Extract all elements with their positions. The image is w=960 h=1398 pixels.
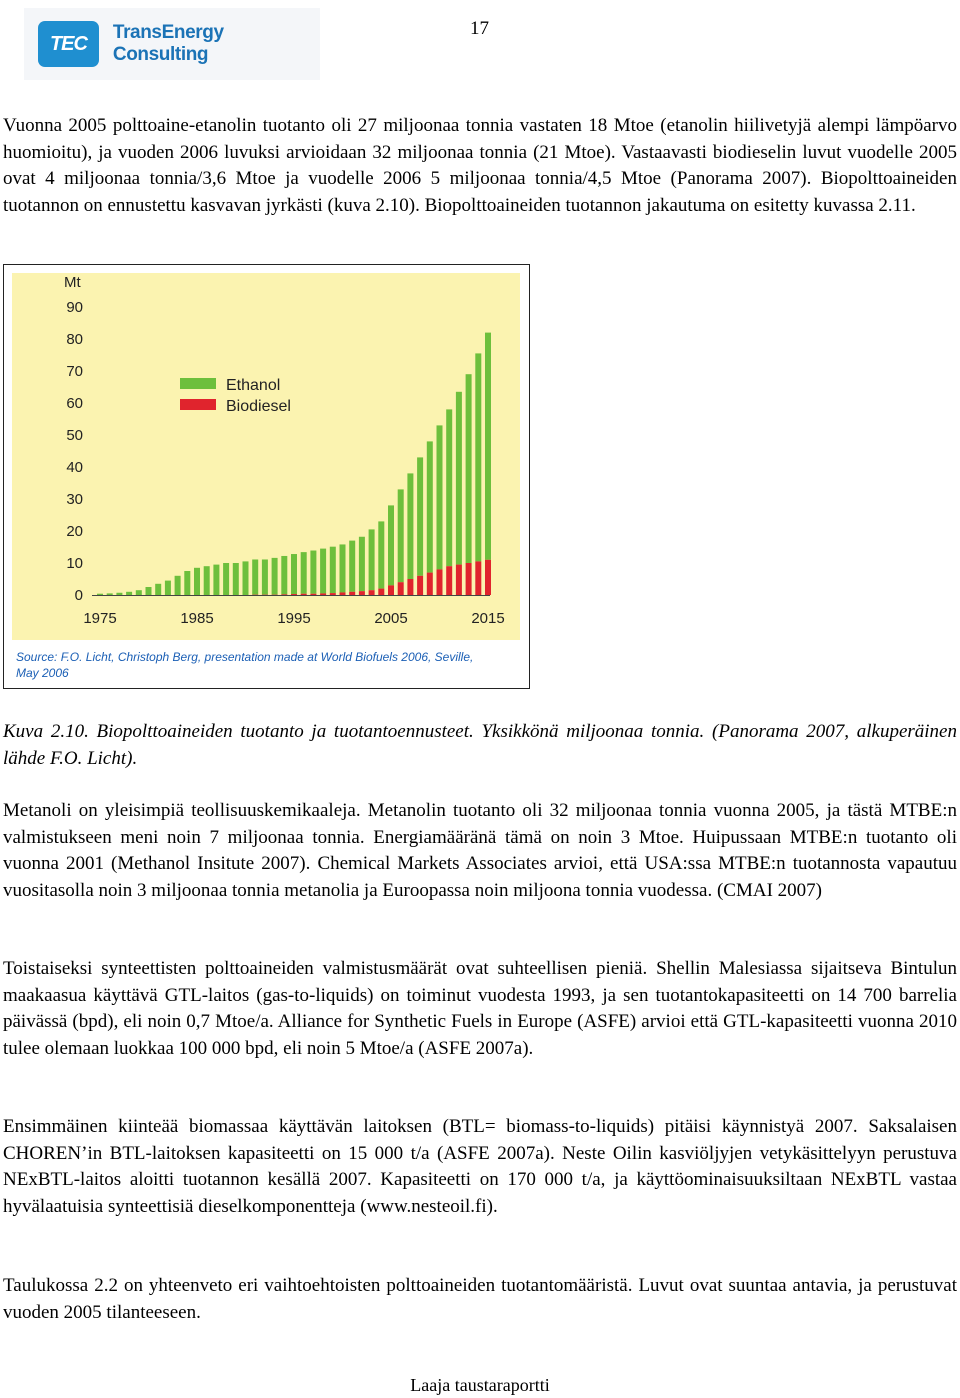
bar-ethanol	[320, 549, 326, 594]
bar-biodiesel	[310, 594, 316, 595]
bar-biodiesel	[446, 566, 452, 595]
bar-ethanol	[310, 551, 316, 594]
x-tick-label: 2005	[374, 610, 408, 627]
bar-biodiesel	[407, 579, 413, 595]
bar-ethanol	[466, 374, 472, 563]
y-tick-label: 50	[66, 427, 83, 444]
chart-source-note: Source: F.O. Licht, Christoph Berg, presentation made at World Biofuels 2006, Seville, May 2006	[16, 650, 474, 680]
bar-biodiesel	[475, 561, 481, 595]
bar-ethanol	[97, 594, 103, 595]
biofuel-chart	[3, 264, 530, 689]
legend-swatch-ethanol	[180, 378, 216, 389]
bar-ethanol	[175, 576, 181, 595]
y-tick-label: 60	[66, 395, 83, 412]
bar-ethanol	[184, 571, 190, 595]
bar-ethanol	[243, 561, 249, 595]
bar-biodiesel	[456, 565, 462, 595]
paragraph-intro: Vuonna 2005 polttoaine-etanolin tuotanto oli 27 miljoonaa tonnia vastaten 18 Mtoe (etanolin hiilivetyjä alempi lämpöarvo huomioitu), ja vuoden 2006 luvuksi arvioidaan 32 miljoonaa tonnia (21 Mtoe). Vastaavasti biodieselin luvut vuodelle 2005 ovat 4 miljoonaa tonnia/3,6 Mtoe ja vuodelle 2006 5 miljoonaa tonnia/4,5 Mtoe (Panorama 2007). Biopolttoaineiden tuotannon on ennustettu kasvavan jyrkästi (kuva 2.10). Biopolttoaineiden tuotannon jakautuma on esitetty kuvassa 2.11.	[3, 115, 957, 216]
bar-ethanol	[252, 559, 258, 594]
bar-biodiesel	[291, 594, 297, 595]
bar-ethanol	[340, 544, 346, 592]
x-tick-label: 1985	[180, 610, 214, 627]
bar-ethanol	[437, 425, 443, 569]
bar-ethanol	[223, 563, 229, 595]
paragraph-table-reference: Taulukossa 2.2 on yhteenveto eri vaihtoehtoisten polttoaineiden tuotantomääristä. Luvut ovat suuntaa antavia, ja perustuvat vuoden 2005 tilanteeseen.	[3, 1275, 957, 1323]
bar-biodiesel	[388, 585, 394, 595]
figure-caption: Kuva 2.10. Biopolttoaineiden tuotanto ja tuotantoennusteet. Yksikkönä miljoonaa tonnia. (Panorama 2007, alkuperäinen lähde F.O. Licht).	[3, 721, 957, 769]
paragraph-synthetic-fuels: Toistaiseksi synteettisten polttoaineiden valmistusmäärät ovat suhteellisen pieniä. Shellin Malesiassa sijaitseva Bintulun maakaasua käyttävä GTL-laitos (gas-to-liquids) on toiminut vuodesta 1993, ja sen tuotantokapasiteetti on 14 700 barrelia päivässä (bpd), eli noin 0,7 Mtoe/a. Alliance for Synthetic Fuels in Europe (ASFE) arvioi että GTL-kapasiteetti vuonna 2010 tulee olemaan luokkaa 100 000 bpd, eli noin 5 Mtoe/a (ASFE 2007a).	[3, 958, 957, 1059]
bar-biodiesel	[320, 593, 326, 595]
y-tick-label: 70	[66, 363, 83, 380]
bar-ethanol	[262, 559, 268, 594]
x-tick-label: 2015	[471, 610, 505, 627]
page-number: 17	[470, 18, 489, 39]
bar-ethanol	[475, 353, 481, 561]
logo	[24, 8, 320, 80]
bar-ethanol	[301, 552, 307, 594]
bar-ethanol	[456, 392, 462, 565]
bar-ethanol	[165, 581, 171, 595]
bar-ethanol	[204, 566, 210, 595]
bar-biodiesel	[369, 590, 375, 595]
bar-biodiesel	[485, 560, 491, 595]
paragraph-methanol: Metanoli on yleisimpiä teollisuuskemikaaleja. Metanolin tuotanto oli 32 miljoonaa tonnia vuonna 2005, ja tästä MTBE:n valmistukseen meni noin 7 miljoonaa tonnia. Energiamääränä tämä on noin 3 Mtoe. Huipussaan MTBE:n tuotanto oli vuonna 2001 (Methanol Insitute 2007). Chemical Markets Associates arvioi, että USA:ssa MTBE:n tuotannosta vapautuu vuositasolla noin 3 miljoonaa tonnia metanolia ja Euroopassa noin miljoona tonnia vuodessa. (CMAI 2007)	[3, 800, 957, 901]
y-tick-label: 20	[66, 523, 83, 540]
bar-ethanol	[427, 441, 433, 572]
bar-ethanol	[107, 593, 113, 595]
legend-label-biodiesel: Biodiesel	[226, 398, 291, 415]
y-unit-label: Mt	[64, 274, 81, 291]
x-tick-label: 1975	[83, 610, 117, 627]
y-tick-label: 10	[66, 555, 83, 572]
legend-label-ethanol: Ethanol	[226, 377, 281, 394]
bar-ethanol	[407, 473, 413, 579]
logo-text: TransEnergy Consulting	[112, 22, 224, 65]
paragraph-btl: Ensimmäinen kiinteää biomassaa käyttävän laitoksen (BTL= biomass-to-liquids) pitäisi käynnistyä 2007. Saksalaisen CHOREN’in BTL-laitoksen kapasiteetti on 15 000 t/a (ASFE 2007a). Neste Oilin kasviöljyjen vetykäsittelyyn perustuva NExBTL-laitos aloitti tuotannon kesällä 2007. Kapasiteetti on 170 000 t/a, ja käyttöominaisuuksiltaan NExBTL vastaa hyvälaatuisia synteettisiä dieselkomponentteja (www.nesteoil.fi).	[3, 1116, 957, 1217]
bar-ethanol	[272, 558, 278, 595]
x-tick-label: 1995	[277, 610, 311, 627]
y-tick-label: 0	[74, 587, 83, 604]
bar-ethanol	[136, 590, 142, 595]
bar-ethanol	[146, 587, 152, 595]
bar-ethanol	[281, 556, 287, 594]
bar-biodiesel	[398, 582, 404, 595]
bar-biodiesel	[340, 592, 346, 595]
bar-ethanol	[330, 547, 336, 593]
bar-ethanol	[155, 584, 161, 595]
chart-svg	[4, 265, 529, 688]
legend-swatch-biodiesel	[180, 399, 216, 410]
bar-ethanol	[194, 568, 200, 595]
y-tick-label: 40	[66, 459, 83, 476]
footer-text: Laaja taustaraportti	[410, 1375, 550, 1395]
bar-ethanol	[233, 563, 239, 595]
bar-ethanol	[349, 541, 355, 592]
bar-ethanol	[116, 593, 122, 595]
bar-biodiesel	[417, 576, 423, 595]
y-tick-label: 80	[66, 331, 83, 348]
bar-biodiesel	[349, 592, 355, 595]
bar-ethanol	[388, 505, 394, 585]
bar-ethanol	[359, 537, 365, 591]
bar-ethanol	[291, 554, 297, 594]
bar-biodiesel	[301, 594, 307, 595]
y-tick-label: 90	[66, 299, 83, 316]
bar-biodiesel	[281, 594, 287, 595]
logo-mark: TEC	[38, 21, 99, 67]
bar-ethanol	[446, 409, 452, 566]
y-tick-label: 30	[66, 491, 83, 508]
bar-biodiesel	[466, 563, 472, 595]
bar-biodiesel	[378, 589, 384, 595]
bar-biodiesel	[359, 591, 365, 595]
bar-ethanol	[213, 565, 219, 595]
bar-biodiesel	[427, 573, 433, 595]
bar-ethanol	[417, 457, 423, 575]
bar-ethanol	[378, 521, 384, 588]
bar-biodiesel	[437, 569, 443, 595]
bar-ethanol	[485, 333, 491, 560]
bar-ethanol	[369, 529, 375, 590]
bar-ethanol	[398, 489, 404, 582]
bar-biodiesel	[330, 593, 336, 595]
bar-ethanol	[126, 592, 132, 595]
